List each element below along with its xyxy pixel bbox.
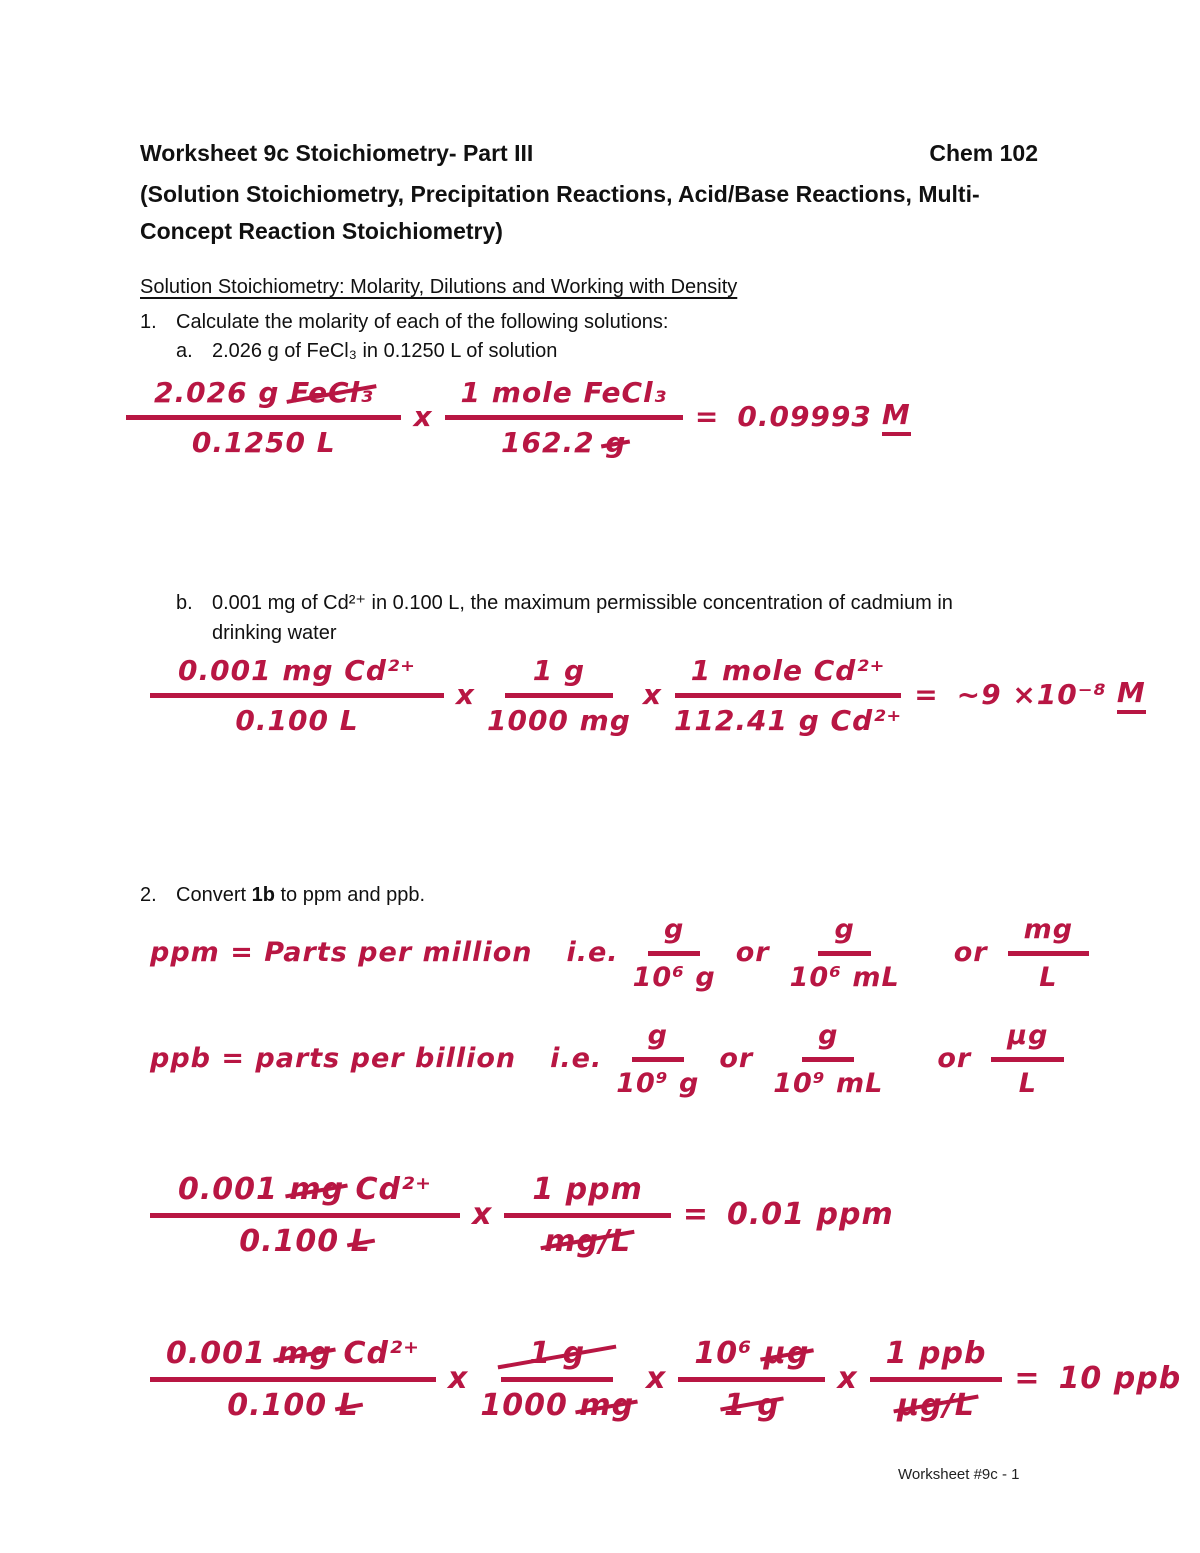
question-2-bold-ref: 1b: [251, 884, 275, 906]
ppb-definition: [150, 1018, 1064, 1099]
question-2-text: Convert: [176, 884, 252, 906]
fraction-molar-mass: [445, 374, 683, 459]
fraction-mg-to-g: $\frac{1 g}{1000 mg}$: [480, 1336, 635, 1423]
question-1a: [176, 336, 1052, 366]
fraction-mg-per-l: $\frac{mg}{L}$: [1008, 912, 1089, 993]
cancelled-unit: mg: [289, 1172, 345, 1207]
course-label: Chem 102: [929, 140, 1038, 166]
multiplication-sign: x: [413, 400, 433, 433]
fraction-mass-over-volume: [150, 652, 444, 737]
result-value: 0.09993: [737, 400, 872, 433]
question-1a-text: 2.026 g of FeCl₃ in 0.1250 L of solution: [212, 340, 558, 362]
multiplication-sign: x: [646, 1361, 667, 1396]
mass-value: 0.001 mg Cd²⁺: [150, 652, 444, 698]
mole-value: 1 mole FeCl₃: [445, 374, 683, 420]
volume-value: 0.100 L: [235, 704, 359, 737]
multiplication-sign: x: [448, 1361, 469, 1396]
cancelled-unit: 1 g: [501, 1334, 613, 1382]
fraction-mass-over-volume: $\frac{\text{0.001 mg Cd²⁺}}{0.100 L}$: [150, 1334, 436, 1423]
section-heading: Solution Stoichiometry: Molarity, Dilutions and Working with Density: [140, 276, 738, 298]
ppm-definition-label: ppm = Parts per million: [150, 937, 533, 968]
multiplication-sign: x: [837, 1361, 858, 1396]
cancelled-unit: L: [338, 1388, 359, 1423]
question-1-text: Calculate the molarity of each of the following solutions:: [176, 311, 669, 333]
cancelled-unit: µg: [763, 1336, 810, 1371]
ppb-definition-label: ppb = parts per billion: [150, 1043, 517, 1074]
fraction-mg-to-g: $\frac{1 g}{1000 mg}$: [486, 654, 631, 737]
ie-abbreviation: i.e.: [550, 1043, 603, 1074]
handwritten-equation-1b: [150, 652, 1146, 737]
question-1b-text-line2: drinking water: [212, 622, 337, 644]
result-value: 0.01 ppm: [727, 1197, 894, 1232]
multiplication-sign: x: [472, 1197, 493, 1232]
or-word: or: [735, 937, 770, 968]
volume-value: 0.1250 L: [191, 426, 336, 459]
question-2: [140, 880, 1016, 910]
question-1-number: 1.: [140, 311, 157, 333]
fraction-g-to-ug: $\frac{\text{10⁶ µg}}{1 g}$: [678, 1334, 825, 1423]
cancelled-unit: mg/L: [544, 1218, 631, 1259]
or-word: or: [953, 937, 988, 968]
equals-sign: =: [1014, 1361, 1041, 1396]
ppm-calculation: [150, 1170, 894, 1259]
equals-sign: =: [694, 400, 720, 433]
header: [140, 140, 1038, 167]
result-unit: M: [1117, 676, 1146, 714]
result-value: ~9 ×10⁻⁸: [956, 678, 1107, 711]
multiplication-sign: x: [642, 678, 662, 711]
handwritten-equation-1a: [126, 374, 911, 459]
cancelled-unit: FeCl₃: [290, 376, 374, 409]
equals-sign: =: [914, 678, 939, 711]
fraction-molar-mass: $\frac{\text{1 mole Cd²⁺}}{\text{112.41 g Cd²⁺}}$: [673, 654, 903, 737]
cancelled-unit: µg/L: [897, 1382, 975, 1423]
fraction-ug-per-l: $\frac{\text{µg}}{L}$: [991, 1018, 1064, 1099]
fraction-mass-over-volume: $\frac{\text{0.001 mg Cd²⁺}}{0.100 L}$: [150, 1170, 460, 1259]
mass-value: 2.026 g: [154, 376, 291, 409]
cancelled-unit: mg: [579, 1388, 635, 1423]
fraction-g-per-million-ml: $\frac{g}{\text{10⁶ mL}}$: [789, 914, 900, 993]
cancelled-unit: g: [605, 426, 627, 459]
cancelled-unit: L: [350, 1224, 371, 1259]
result-value: 10 ppb: [1058, 1361, 1182, 1396]
page-title: Worksheet 9c Stoichiometry- Part III: [140, 140, 534, 166]
page-footer: Worksheet #9c - 1: [898, 1466, 1020, 1483]
ie-abbreviation: i.e.: [566, 937, 619, 968]
fraction-g-per-billion-ml: $\frac{g}{\text{10⁹ mL}}$: [773, 1020, 884, 1099]
fraction-ppb-conversion: $\frac{\text{1 ppb}}{\text{µg/L}}$: [870, 1334, 1003, 1423]
fraction-g-per-billion-g: $\frac{g}{\text{10⁹ g}}$: [616, 1020, 700, 1099]
question-2-number: 2.: [140, 884, 157, 906]
equals-sign: =: [682, 1197, 710, 1232]
question-1b: [176, 588, 1052, 648]
result-unit: M: [882, 398, 911, 436]
molar-mass-value: 162.2: [501, 426, 606, 459]
cancelled-unit: 1 g: [724, 1382, 780, 1423]
question-1a-letter: a.: [176, 340, 193, 362]
page-subtitle: [140, 176, 1070, 250]
or-word: or: [719, 1043, 754, 1074]
question-1b-letter: b.: [176, 592, 193, 614]
subtitle-line-1: (Solution Stoichiometry, Precipitation Reactions, Acid/Base Reactions, Multi-: [140, 181, 980, 207]
question-2-text-end: to ppm and ppb.: [274, 884, 426, 906]
subtitle-line-2: Concept Reaction Stoichiometry): [140, 218, 503, 244]
fraction-ppm-conversion: $\frac{\text{1 ppm}}{mg/L}$: [504, 1170, 671, 1259]
ppm-definition: [150, 912, 1089, 993]
ppb-calculation: [150, 1334, 1181, 1423]
or-word: or: [937, 1043, 972, 1074]
question-1: [140, 307, 1016, 337]
cancelled-unit: mg: [277, 1336, 333, 1371]
multiplication-sign: x: [455, 678, 475, 711]
fraction-mass-over-volume: [126, 374, 401, 459]
question-1b-text-line1: 0.001 mg of Cd²⁺ in 0.100 L, the maximum permissible concentration of cadmium in: [212, 592, 953, 614]
fraction-g-per-million-g: $\frac{g}{\text{10⁶ g}}$: [632, 914, 716, 993]
